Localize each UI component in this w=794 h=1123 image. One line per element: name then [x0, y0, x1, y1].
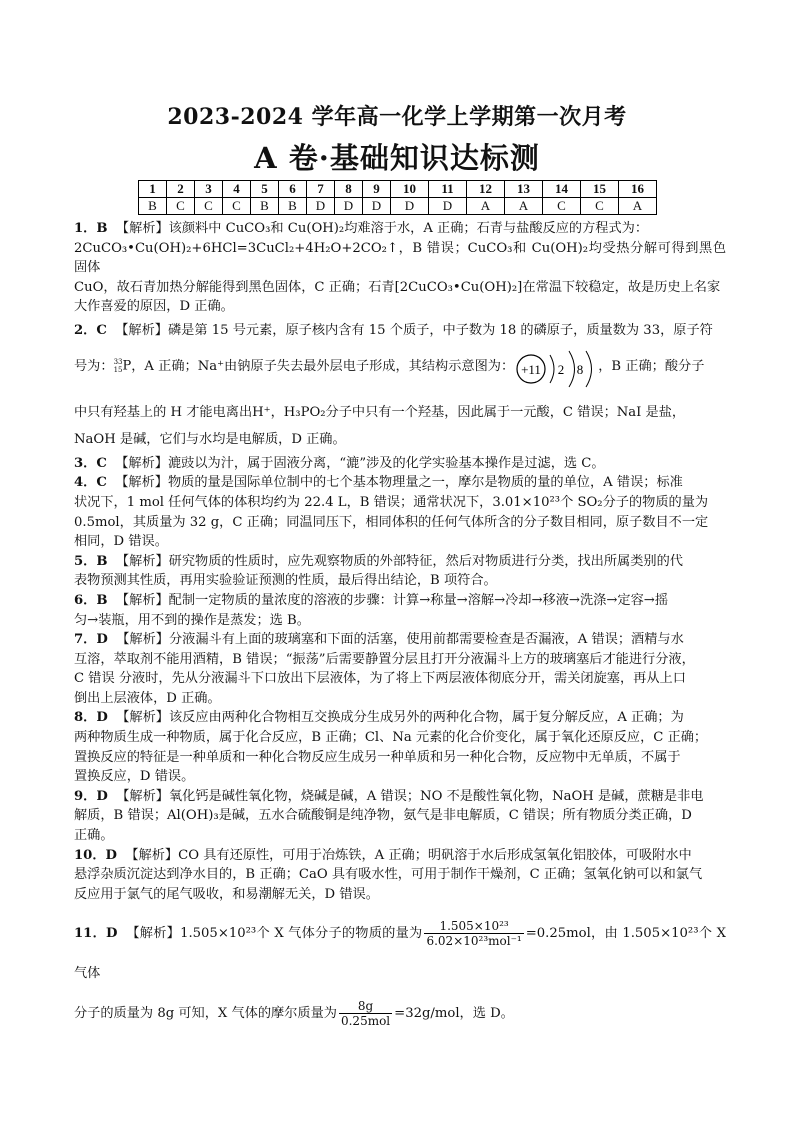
table-cell: C: [543, 198, 581, 215]
table-cell: 1: [139, 181, 167, 198]
explanation-text: 匀→装瓶，用不到的操作是蒸发；选 B。: [74, 612, 310, 628]
question-5: [74, 552, 726, 591]
shell-1-electrons: 2: [557, 362, 565, 378]
table-cell: D: [363, 198, 391, 215]
question-number: 5．B: [74, 553, 108, 569]
explanation-text: 【解析】1.505×10²³个 X 气体分子的物质的量为: [126, 926, 423, 942]
fraction-numerator: 1.505×10²³: [424, 919, 523, 934]
explanation-text: 【解析】配制一定物质的量浓度的溶液的步骤：计算→称量→溶解→冷却→移液→洗涤→定容→摇: [115, 592, 669, 608]
question-number: 2．C: [74, 322, 107, 338]
explanation-text: 解质，B 错误；Al(OH)₃是碱，五水合硫酸铜是纯净物，氨气是非电解质，C 错误；所有物质分类正确，D: [74, 808, 692, 824]
explanation-text: 悬浮杂质沉淀达到净水目的，B 正确；CaO 具有吸水性，可用于制作干燥剂，C 正确；氢氧化钠可以和氯气: [74, 867, 703, 883]
page-subtitle: A 卷·基础知识达标测: [254, 141, 540, 175]
answer-table: [138, 180, 657, 215]
table-cell: 13: [505, 181, 543, 198]
table-cell: C: [195, 198, 223, 215]
explanation-text: 0.5mol，其质量为 32 g，C 正确；同温同压下，相同体积的任何气体所含的分子数目相同，原子数目不一定: [74, 514, 709, 530]
question-7: [74, 630, 726, 708]
explanation-text: 【解析】磷是第 15 号元素，原子核内含有 15 个质子，中子数为 18 的磷原子，质量数为 33，原子符: [115, 322, 713, 338]
explanation-text: 互溶，萃取剂不能用酒精，B 错误；“振荡”后需要静置分层且打开分液漏斗上方的玻璃塞后才能进行分液，: [74, 651, 695, 667]
question-3: [74, 454, 726, 474]
table-cell: A: [505, 198, 543, 215]
question-number: 1．B: [74, 221, 108, 236]
fraction: [424, 919, 523, 948]
fraction-denominator: 0.25mol: [340, 1014, 391, 1029]
question-4: [74, 473, 726, 551]
table-cell: C: [581, 198, 619, 215]
table-cell: A: [467, 198, 505, 215]
explanation-text: 【解析】氧化钙是碱性氧化物，烧碱是碱，A 错误；NO 不是酸性氧化物，NaOH 是碱，蔗糖是非电: [116, 788, 704, 804]
explanation-text: 倒出上层液体，D 正确。: [74, 690, 221, 706]
explanation-text: =0.25mol，由 1.505×10²³个 X 气体: [74, 926, 726, 982]
explanation-text: CuO，故石青加热分解能得到黑色固体，C 正确；石青[2CuCO₃•Cu(OH)₂]在常温下较稳定，故是历史上名家: [74, 279, 721, 295]
explanation-text: 分子的质量为 8g 可知，X 气体的摩尔质量为: [74, 1006, 337, 1022]
fraction: [339, 999, 392, 1028]
question-2: [74, 321, 726, 450]
explanation-text: 【解析】研究物质的性质时，应先观察物质的外部特征，然后对物质进行分类，找出所属类别的代: [115, 553, 683, 569]
explanation-text: 【解析】物质的量是国际单位制中的七个基本物理量之一，摩尔是物质的量的单位，A 错误；标准: [115, 475, 683, 491]
nucleus-charge: +11: [521, 362, 542, 378]
atom-diagram-svg: [514, 349, 598, 389]
table-cell: 11: [429, 181, 467, 198]
table-cell: 4: [223, 181, 251, 198]
table-cell: 12: [467, 181, 505, 198]
question-number: 8．D: [74, 710, 108, 726]
table-cell: B: [251, 198, 279, 215]
shell-2-electrons: 8: [576, 362, 584, 378]
question-11: [74, 914, 726, 1034]
question-9: [74, 787, 726, 846]
question-10: [74, 846, 726, 905]
table-cell: 7: [307, 181, 335, 198]
table-cell: 3: [195, 181, 223, 198]
explanation-text: 【解析】分液漏斗有上面的玻璃塞和下面的活塞，使用前都需要检查是否漏液，A 错误；酒精与水: [116, 632, 684, 648]
table-cell: B: [139, 198, 167, 215]
table-cell: D: [429, 198, 467, 215]
explanation-text: ，B 正确；酸分子: [598, 358, 705, 374]
sodium-ion-structure-diagram: [514, 349, 598, 383]
page-title: 2023-2024 学年高一化学上学期第一次月考: [167, 104, 627, 130]
table-cell: 10: [391, 181, 429, 198]
table-cell: D: [391, 198, 429, 215]
table-cell: C: [223, 198, 251, 215]
question-number: 7．D: [74, 632, 108, 648]
table-cell: D: [307, 198, 335, 215]
explanation-text: ，A 正确；Na⁺由钠原子失去最外层电子形成，其结构示意图为：: [131, 358, 515, 374]
question-number: 11．D: [74, 926, 118, 942]
table-cell: 5: [251, 181, 279, 198]
table-cell: C: [167, 198, 195, 215]
fraction-denominator: 6.02×10²³mol⁻¹: [426, 934, 522, 949]
explanation-text: NaOH 是碱，它们与水均是电解质，D 正确。: [74, 432, 346, 448]
question-6: [74, 591, 726, 630]
explanation-text: 中只有羟基上的 H 才能电离出H⁺，H₃PO₂分子中只有一个羟基，因此属于一元酸，C 错误；NaI 是盐，: [74, 404, 686, 420]
question-number: 4．C: [74, 475, 107, 491]
table-cell: B: [279, 198, 307, 215]
answer-table-numbers-row: [139, 181, 657, 198]
question-number: 6．B: [74, 592, 108, 608]
explanation-text: 【解析】该反应由两种化合物相互交换成分生成另外的两种化合物，属于复分解反应，A 正确；为: [116, 710, 684, 726]
explanation-text: =32g/mol，选 D。: [394, 1006, 514, 1022]
table-cell: 8: [335, 181, 363, 198]
table-cell: 2: [167, 181, 195, 198]
table-cell: 9: [363, 181, 391, 198]
table-cell: A: [619, 198, 657, 215]
question-8: [74, 708, 726, 786]
explanation-text: 两种物质生成一种物质，属于化合反应，B 正确；Cl、Na 元素的化合价变化，属于氧化还原反应，C 正确；: [74, 730, 708, 746]
explanation-text: C 错误 分液时，先从分液漏斗下口放出下层液体，为了将上下两层液体彻底分开，需关闭旋塞，再从上口: [74, 671, 686, 687]
explanation-text: 【解析】漉豉以为汁，属于固液分离，“漉”涉及的化学实验基本操作是过滤，选 C。: [115, 455, 605, 471]
table-cell: 15: [581, 181, 619, 198]
table-cell: D: [335, 198, 363, 215]
explanation-text: 【解析】该颜料中 CuCO₃和 Cu(OH)₂均难溶于水，A 正确；石青与盐酸反应的方程式为：: [115, 221, 649, 236]
explanation-text: 置换反应，D 错误。: [74, 769, 195, 785]
question-1: [74, 219, 726, 317]
table-cell: 6: [279, 181, 307, 198]
explanation-text: 相同，D 错误。: [74, 534, 168, 550]
explanation-text: 置换反应的特征是一种单质和一种化合物反应生成另一种单质和另一种化合物，反应物中无单质，不属于: [74, 749, 681, 765]
question-number: 9．D: [74, 788, 108, 804]
explanation-text: 大作喜爱的原因，D 正确。: [74, 299, 234, 315]
isotope-symbol: 33 15P: [113, 358, 132, 375]
question-number: 10．D: [74, 847, 117, 863]
explanation-text: 正确。: [74, 828, 114, 844]
explanation-text: 号为：: [74, 358, 114, 374]
table-cell: 14: [543, 181, 581, 198]
explanation-text: 【解析】CO 具有还原性，可用于冶炼铁，A 正确；明矾溶于水后形成氢氧化铝胶体，可吸附水中: [125, 847, 692, 863]
explanation-text: 表物预测其性质，再用实验验证预测的性质，最后得出结论，B 项符合。: [74, 573, 497, 589]
explanation-text: 反应用于氯气的尾气吸收，和易潮解无关，D 错误。: [74, 886, 379, 902]
explanation-text: 2CuCO₃•Cu(OH)₂+6HCl=3CuCl₂+4H₂O+2CO₂↑，B 错误；CuCO₃和 Cu(OH)₂均受热分解可得到黑色固体: [74, 240, 726, 276]
answer-table-answers-row: [139, 198, 657, 215]
fraction-numerator: 8g: [339, 999, 392, 1014]
table-cell: 16: [619, 181, 657, 198]
question-number: 3．C: [74, 455, 107, 471]
explanation-text: 状况下，1 mol 任何气体的体积均约为 22.4 L，B 错误；通常状况下，3.01×10²³个 SO₂分子的物质的量为: [74, 494, 709, 510]
explanations: [74, 219, 726, 1034]
